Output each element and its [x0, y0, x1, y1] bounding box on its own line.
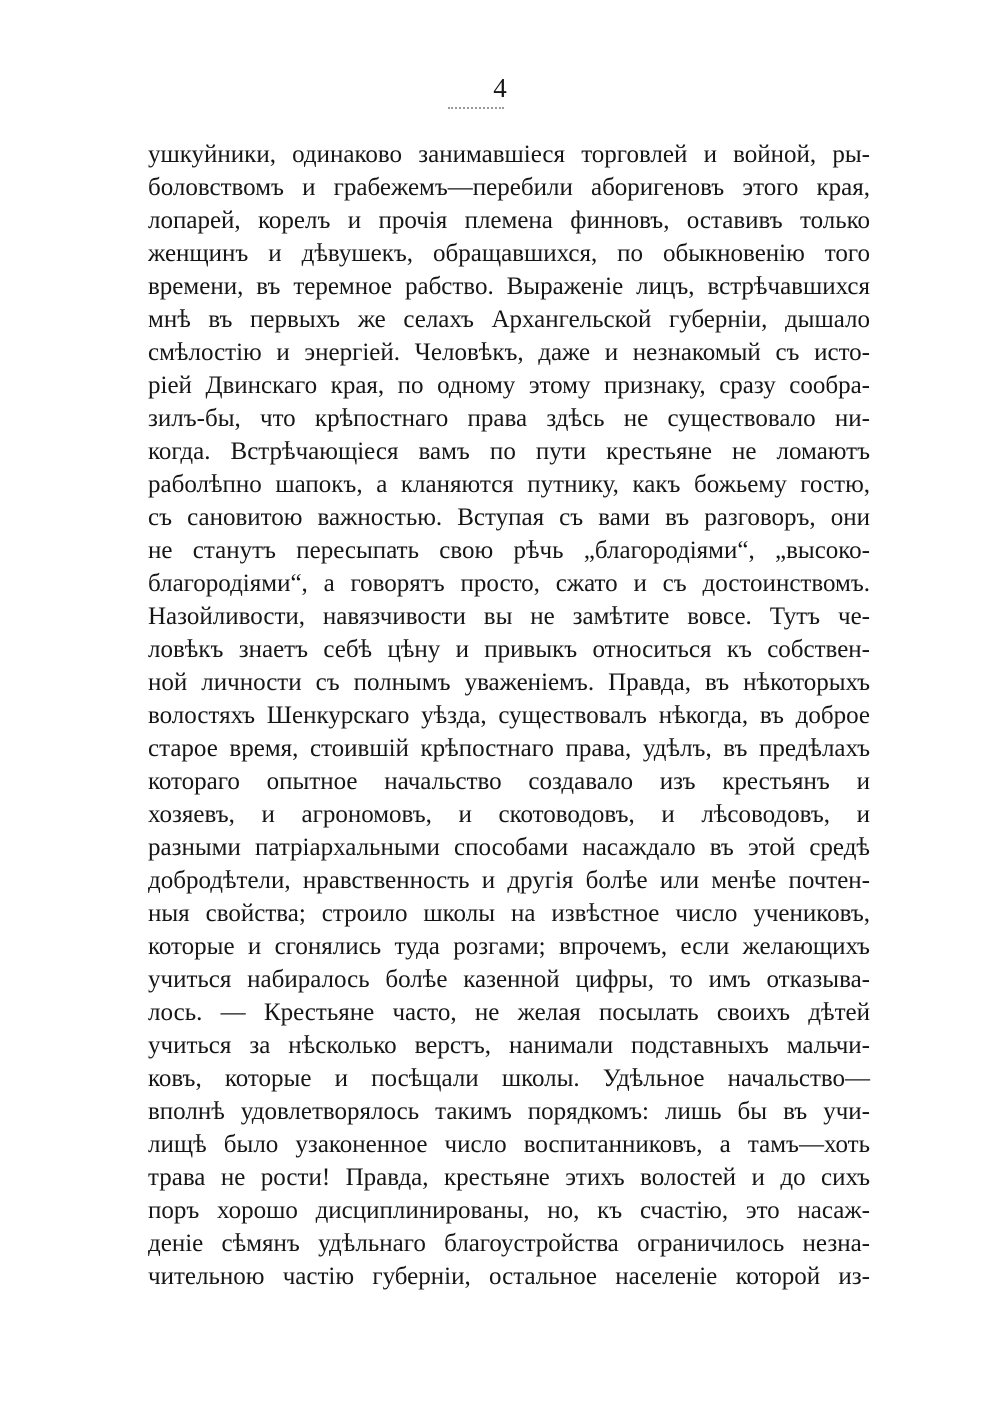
text-line: которые и сгонялись туда розгами; впрочемъ, если желающихъ: [148, 933, 870, 960]
text-line: волостяхъ Шенкурскаго уѣзда, существовалъ нѣкогда, въ доброе: [148, 702, 870, 729]
text-line: съ сановитою важностью. Вступая съ вами въ разговоръ, они: [148, 504, 870, 531]
text-line: лопарей, корелъ и прочія племена финновъ, оставивъ только: [148, 207, 870, 234]
text-line: смѣлостію и энергіей. Человѣкъ, даже и незнакомый съ исто-: [148, 339, 870, 366]
text-line: старое время, стоившій крѣпостнаго права, удѣлъ, въ предѣлахъ: [148, 735, 870, 762]
text-line: хозяевъ, и агрономовъ, и скотоводовъ, и лѣсоводовъ, и: [148, 801, 870, 828]
text-line: лищѣ было узаконенное число воспитанниковъ, а тамъ—хоть: [148, 1131, 870, 1158]
text-line: поръ хорошо дисциплинированы, но, къ счастію, это насаж-: [148, 1197, 870, 1224]
text-line: женщинъ и дѣвушекъ, обращавшихся, по обыкновенію того: [148, 240, 870, 267]
text-line: разными патріархальными способами насаждало въ этой средѣ: [148, 834, 870, 861]
text-line: ной личности съ полнымъ уваженіемъ. Правда, въ нѣкоторыхъ: [148, 669, 870, 696]
header-rule: [448, 107, 504, 109]
text-line: ушкуйники, одинаково занимавшіеся торговлей и войной, ры-: [148, 141, 870, 168]
text-line: мнѣ въ первыхъ же селахъ Архангельской губерніи, дышало: [148, 306, 870, 333]
text-line: учиться набиралось болѣе казенной цифры, то имъ отказыва-: [148, 966, 870, 993]
text-line: ныя свойства; строило школы на извѣстное число учениковъ,: [148, 900, 870, 927]
body-text: [148, 138, 870, 1293]
text-line: раболѣпно шапокъ, а кланяются путнику, какъ божьему гостю,: [148, 471, 870, 498]
text-line: вполнѣ удовлетворялось такимъ порядкомъ: лишь бы въ учи-: [148, 1098, 870, 1125]
text-line: трава не рости! Правда, крестьяне этихъ волостей и до сихъ: [148, 1164, 870, 1191]
page-number: 4: [493, 73, 507, 103]
text-line: Назойливости, навязчивости вы не замѣтите вовсе. Тутъ че-: [148, 603, 870, 630]
text-line: когда. Встрѣчающіеся вамъ по пути крестьяне не ломаютъ: [148, 438, 870, 465]
text-line: благородіями“, а говорятъ просто, сжато и съ достоинствомъ.: [148, 570, 870, 597]
text-line: учиться за нѣсколько верстъ, нанимали подставныхъ мальчи-: [148, 1032, 870, 1059]
text-line: ковъ, которые и посѣщали школы. Удѣльное начальство—: [148, 1065, 870, 1092]
text-line: лось. — Крестьяне часто, не желая посылать своихъ дѣтей: [148, 999, 870, 1026]
text-line: котораго опытное начальство создавало изъ крестьянъ и: [148, 768, 870, 795]
text-line: ловѣкъ знаетъ себѣ цѣну и привыкъ относиться къ собствен-: [148, 636, 870, 663]
text-line: не станутъ пересыпать свою рѣчь „благородіями“, „высоко-: [148, 537, 870, 564]
text-line: чительною частію губерніи, остальное населеніе которой из-: [148, 1263, 870, 1290]
text-line: ріей Двинскаго края, по одному этому признаку, сразу сообра-: [148, 372, 870, 399]
text-line: зилъ-бы, что крѣпостнаго права здѣсь не существовало ни-: [148, 405, 870, 432]
text-line: деніе сѣмянъ удѣльнаго благоустройства ограничилось незна-: [148, 1230, 870, 1257]
text-line: добродѣтели, нравственность и другія болѣе или менѣе почтен-: [148, 867, 870, 894]
text-line: боловствомъ и грабежемъ—перебили аборигеновъ этого края,: [148, 174, 870, 201]
text-line: времени, въ теремное рабство. Выраженіе лицъ, встрѣчавшихся: [148, 273, 870, 300]
